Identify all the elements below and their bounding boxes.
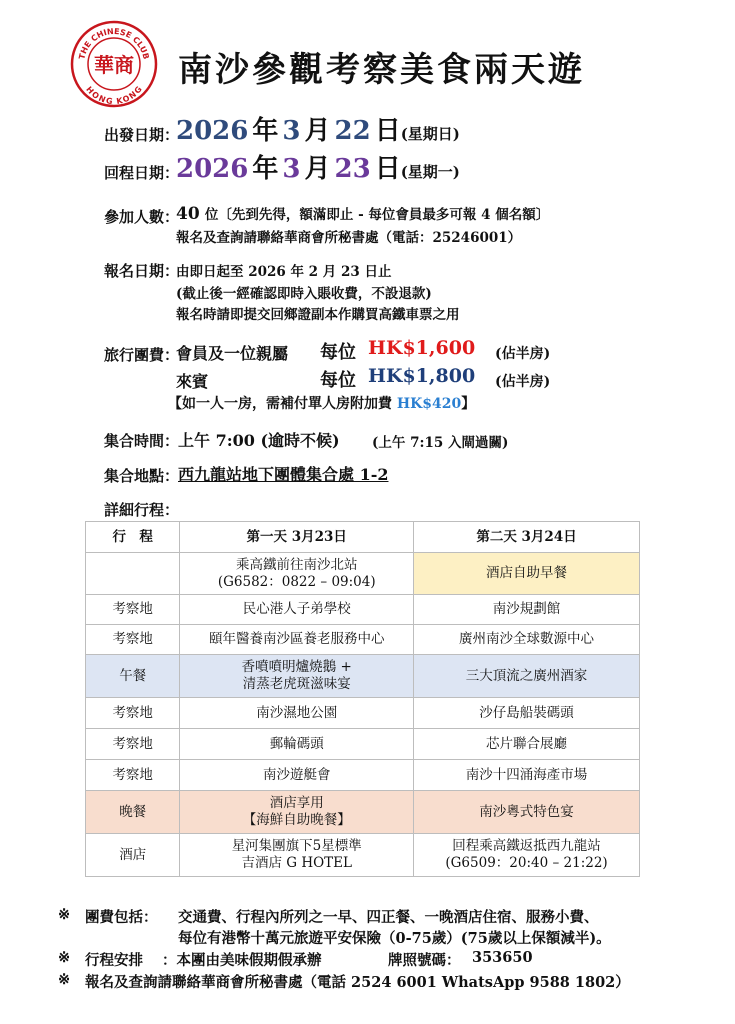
participants-line1 [176,203,549,224]
participants-contact: 報名及查詢請聯絡華商會所秘書處（電話：25246001） [176,230,522,246]
single-room-price: HK$420 [396,396,462,412]
day1-cell [180,760,414,791]
day1-line: 清蒸老虎斑滋味宴 [242,676,351,692]
registration-line1: 由即日起至 2026 年 2 月 23 日止 [176,264,392,280]
guest-label: 來賓 [176,372,209,391]
row-label: 午餐 [86,655,180,698]
contact-info: 報名及查詢請聯絡華商會所秘書處（電話 2524 6001 WhatsApp 9588 1802） [85,974,630,991]
table-row [86,760,640,791]
logo-bottom-text: HONG KONG [84,84,144,107]
registration-line3: 報名時請即提交回鄉證副本作購買高鐵車票之用 [176,307,460,323]
arrange-text: ：本團由美味假期假承辦 [162,952,322,969]
day1-line: 香噴噴明爐燒鵝 + [241,659,352,675]
day1-line: 乘高鐵前往南沙北站 [235,556,358,573]
page-title: 南沙參觀考察美食兩天遊 [178,50,585,90]
row-label: 考察地 [86,698,180,729]
table-row [86,625,640,655]
day1-line: 民心港人子弟學校 [242,601,351,617]
day1-line: 星河集團旗下5星標準 [231,838,362,854]
table-row [86,791,640,834]
return-year-unit: 年 [252,154,279,184]
single-note-post: 】 [461,396,476,412]
day1-line: 吉酒店 G HOTEL [241,855,352,871]
day1-line: (G6582：0822 – 09:04) [217,573,376,590]
day2-line: 南沙十四涌海產市場 [465,766,588,783]
return-month-unit: 月 [304,154,331,184]
participants-count: 40 [176,204,200,224]
day2-cell [414,698,640,729]
guest-price: HK$1,800 [368,365,476,387]
day1-cell [180,834,414,877]
arrange-label: 行程安排 [85,952,143,969]
day2-line: 回程乘高鐵返抵西九龍站 [452,838,601,854]
day1-cell [180,698,414,729]
day1-line: 南沙遊艇會 [262,766,331,783]
row-label: 晚餐 [86,791,180,834]
includes-mark: ※ [58,906,71,923]
license-label: 牌照號碼： [388,952,461,969]
single-room-note [168,393,475,413]
day2-cell [414,791,640,834]
includes-line1: 交通費、行程內所列之一早、四正餐、一晚酒店住宿、服務小費、 [178,909,599,926]
guest-room-note: (佔半房) [495,374,551,390]
assembly-place: 西九龍站地下團體集合處 1-2 [178,465,389,484]
departure-weekday: (星期日) [400,125,460,143]
assembly-time-prefix: 上午 [178,431,211,450]
day2-cell [414,834,640,877]
day2-line: 廣州南沙全球數源中心 [459,631,595,647]
day2-cell [414,625,640,655]
participants-label: 參加人數： [104,208,180,226]
departure-day: 22 [334,116,371,146]
day1-line: 南沙濕地公園 [256,704,338,721]
table-row [86,553,640,595]
day2-cell [414,760,640,791]
departure-year-unit: 年 [252,116,279,146]
includes-line2: 每位有港幣十萬元旅遊平安保險（0-75歲）(75歲以上保額減半)。 [178,930,611,947]
row-label: 考察地 [86,729,180,760]
day1-cell [180,553,414,595]
departure-month-unit: 月 [304,116,331,146]
assembly-time-extra: (上午 7:15 入閘過關) [372,435,509,451]
row-label: 考察地 [86,760,180,791]
return-year: 2026 [176,154,249,184]
license-number: 353650 [472,949,533,966]
return-month: 3 [282,154,301,184]
departure-date [176,110,460,147]
includes-label: 團費包括： [85,909,158,926]
assembly-time-label: 集合時間： [104,432,180,450]
header-day1: 第一天 3月23日 [180,522,414,553]
day1-cell [180,625,414,655]
guest-per-person: 每位 [320,370,356,391]
return-date [176,148,460,185]
assembly-place-label: 集合地點： [104,467,180,485]
day1-line: 酒店享用 [269,795,324,811]
table-row [86,698,640,729]
day1-cell [180,791,414,834]
departure-month: 3 [282,116,301,146]
participants-note: 位〔先到先得，額滿即止 - 每位會員最多可報 4 個名額〕 [204,207,550,223]
logo-top-text: THE CHINESE CLUB [77,26,151,61]
day2-cell [414,655,640,698]
table-row [86,834,640,877]
day2-line: 芯片聯合展廳 [486,735,568,752]
day2-cell [414,595,640,625]
logo-center-text: 華商 [94,53,134,77]
day2-line: 南沙粵式特色宴 [479,803,574,820]
member-room-note: (佔半房) [495,346,551,362]
single-note-pre: 【如一人一房，需補付單人房附加費 [168,396,392,412]
member-per-person: 每位 [320,342,356,363]
day2-line: 酒店自助早餐 [486,565,568,581]
return-label: 回程日期： [104,164,180,182]
chinese-club-logo [70,20,158,108]
departure-day-unit: 日 [374,116,401,146]
fee-label: 旅行團費： [104,346,180,364]
header-schedule: 行 程 [86,522,180,553]
day2-line: 三大頂流之廣州酒家 [465,667,588,684]
day1-cell [180,729,414,760]
header-day2: 第二天 3月24日 [414,522,640,553]
day2-line: 南沙規劃館 [492,601,561,617]
departure-label: 出發日期： [104,126,180,144]
itinerary-label: 詳細行程： [104,501,180,519]
table-row [86,595,640,625]
table-row [86,655,640,698]
registration-line2: (截止後一經確認即時入賬收費，不設退款) [176,286,432,302]
return-day: 23 [334,154,371,184]
row-label [86,553,180,595]
itinerary-header-row [86,522,640,553]
assembly-time [178,428,340,451]
assembly-time-note: (逾時不候) [260,431,340,450]
return-weekday: (星期一) [400,163,460,181]
member-label: 會員及一位親屬 [176,344,289,363]
contact-mark: ※ [58,971,71,988]
day2-line: 沙仔島船裝碼頭 [479,704,574,721]
departure-year: 2026 [176,116,249,146]
table-row [86,729,640,760]
row-label: 考察地 [86,625,180,655]
row-label: 酒店 [86,834,180,877]
day2-cell [414,553,640,595]
day2-line: (G6509：20:40 – 21:22) [445,855,608,871]
day1-cell [180,595,414,625]
row-label: 考察地 [86,595,180,625]
assembly-time-value: 7:00 [215,431,255,450]
arrange-mark: ※ [58,949,71,966]
day1-line: 郵輪碼頭 [269,735,324,752]
day2-cell [414,729,640,760]
member-price: HK$1,600 [368,337,476,359]
registration-label: 報名日期： [104,262,180,280]
day1-line: 【海鮮自助晚餐】 [242,812,351,828]
return-day-unit: 日 [374,154,401,184]
itinerary-table [85,521,640,877]
day1-cell [180,655,414,698]
day1-line: 頤年醫養南沙區養老服務中心 [208,631,385,647]
